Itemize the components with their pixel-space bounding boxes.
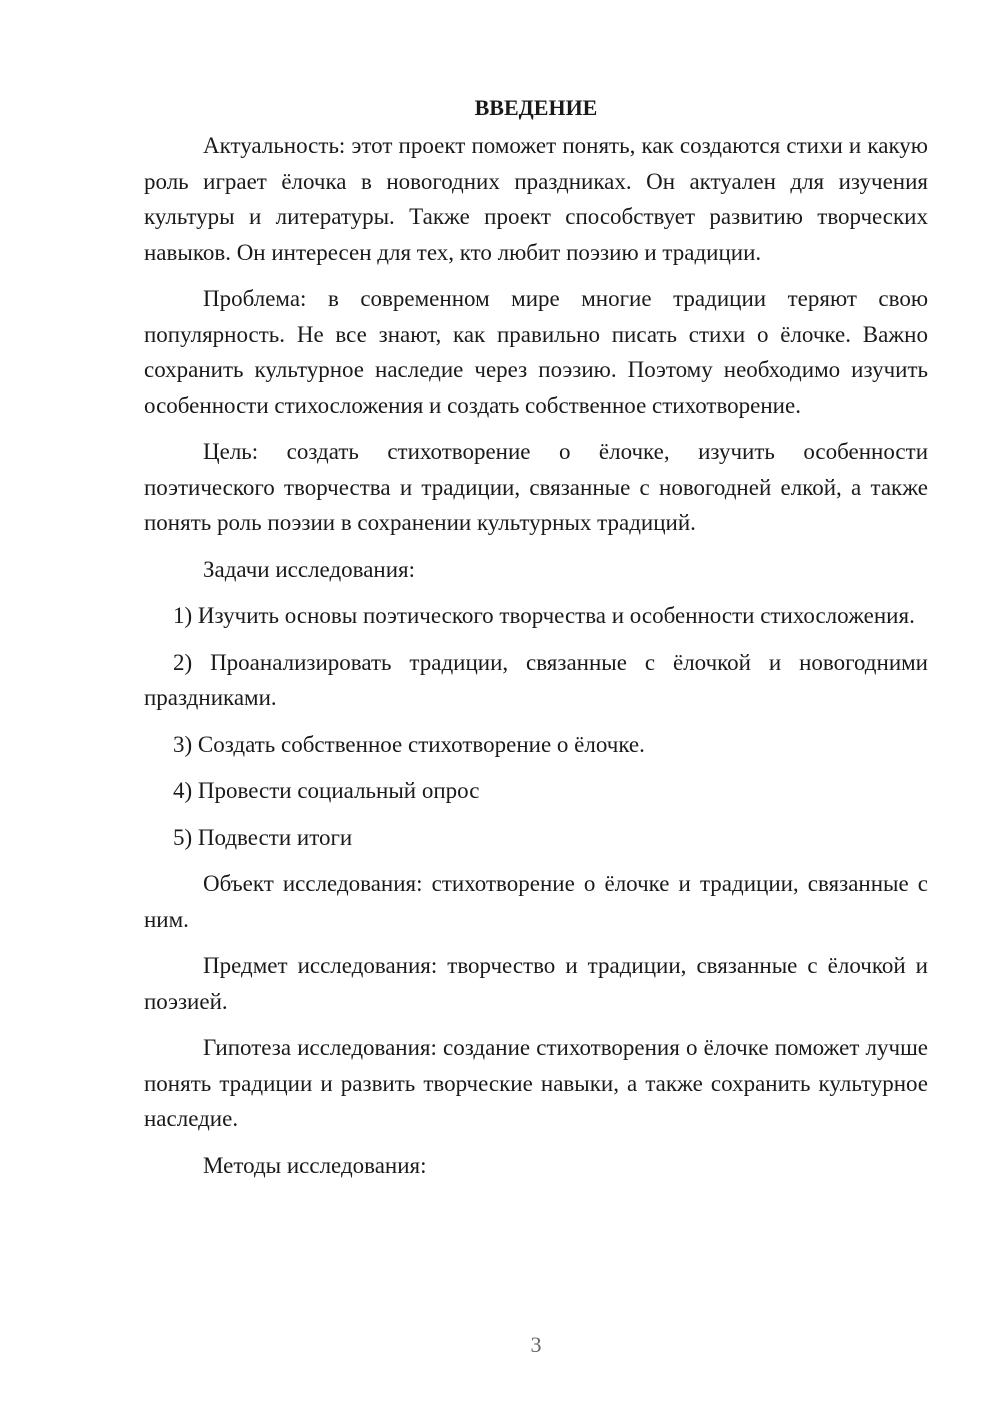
task-item-1: 1) Изучить основы поэтического творчества и особенности стихосложения.	[173, 603, 915, 628]
section-heading: ВВЕДЕНИЕ	[474, 95, 598, 120]
problem-paragraph: Проблема: в современном мире многие традиции теряют свою популярность. Не все знают, как правильно писать стихи о ёлочке. Важно сохранить культурное наследие через поэзию. Поэтому необходимо изучить особенности стихосложения и создать собственное стихотворение.	[144, 286, 928, 418]
tasks-title: Задачи исследования:	[203, 556, 416, 582]
task-item-5: 5) Подвести итоги	[173, 824, 353, 850]
page-content	[144, 92, 928, 1194]
task-item-4: 4) Провести социальный опрос	[173, 778, 480, 803]
task-item-2: 2) Проанализировать традиции, связанные с ёлочкой и новогодними праздниками.	[144, 649, 928, 710]
goal-paragraph: Цель: создать стихотворение о ёлочке, изучить особенности поэтического творчества и традиции, связанные с новогодней елкой, а также понять роль поэзии в сохранении культурных традиций.	[144, 439, 928, 535]
subject-paragraph: Предмет исследования: творчество и традиции, связанные с ёлочкой и поэзией.	[144, 953, 928, 1014]
relevance-paragraph: Актуальность: этот проект поможет понять, как создаются стихи и какую роль играет ёлочка в новогодних праздниках. Он актуален для изучения культуры и литературы. Также проект способствует развитию творческих навыков. Он интересен для тех, кто любит поэзию и традиции.	[144, 133, 928, 265]
task-item-3: 3) Создать собственное стихотворение о ёлочке.	[173, 731, 645, 757]
hypothesis-paragraph: Гипотеза исследования: создание стихотворения о ёлочке поможет лучше понять традиции и развить творческие навыки, а также сохранить культурное наследие.	[144, 1035, 928, 1131]
methods-title: Методы исследования:	[203, 1152, 427, 1178]
object-paragraph: Объект исследования: стихотворение о ёлочке и традиции, связанные с ним.	[144, 871, 928, 932]
page-number: 3	[530, 1332, 542, 1357]
